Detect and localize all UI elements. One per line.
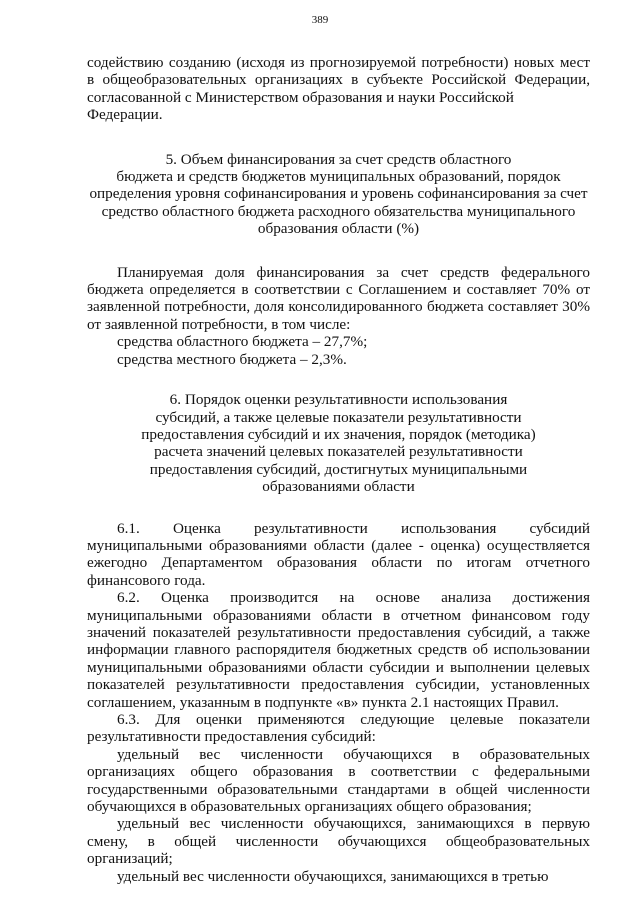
heading-line: предоставления субсидий, достигнутых муниципальными <box>149 460 528 478</box>
section-5-heading <box>87 151 590 238</box>
heading-line: бюджета и средств бюджетов муниципальных образований, порядок <box>116 168 561 186</box>
funding-item-regional: средства областного бюджета – 27,7%; <box>117 333 368 351</box>
heading-line: образованиями области <box>262 478 415 496</box>
funding-item-local: средства местного бюджета – 2,3%. <box>117 350 347 368</box>
heading-line: определения уровня софинансирования и уровень софинансирования за счет <box>89 185 588 203</box>
heading-line: расчета значений целевых показателей результативности <box>154 443 523 461</box>
indicator-item: удельный вес численности обучающихся, занимающихся в первую смену, в общей численности обучающихся общеобразовательных организаций; <box>87 815 590 868</box>
heading-line: предоставления субсидий и их значения, порядок (методика) <box>141 425 536 443</box>
clause-6-3: 6.3. Для оценки применяются следующие целевые показатели результативности предоставления субсидий: <box>87 711 590 746</box>
indicator-item: удельный вес численности обучающихся в образовательных организациях общего образования в соответствии с федеральными государственными образовательными стандартами в общей численности обучающихся в образовательных организациях общего образования; <box>87 745 590 816</box>
heading-line: субсидий, а также целевые показатели результативности <box>155 408 522 426</box>
funding-paragraph: Планируемая доля финансирования за счет средств федерального бюджета определяется в соответствии с Соглашением и составляет 70% от заявленной потребности, доля консолидированного бюджета составляет 30% от заявленной потребности, в том числе: <box>87 263 590 333</box>
section-6-heading <box>87 391 590 495</box>
clause-6-2: 6.2. Оценка производится на основе анализа достижения муниципальными образованиями области в отчетном финансовом году значений показателей результативности предоставления субсидий, а также информации главного распорядителя бюджетных средств об использовании муниципальными образованиями области субсидии и выполнении целевых показателей результативности предоставления субсидии, установленных соглашением, указанным в подпункте «в» пункта 2.1 настоящих Правил. <box>87 589 590 711</box>
heading-line: средство областного бюджета расходного обязательства муниципального <box>101 202 576 220</box>
intro-paragraph-end: Федерации. <box>87 106 163 124</box>
page-number: 389 <box>311 14 329 26</box>
document-body <box>87 54 590 885</box>
indicator-item: удельный вес численности обучающихся, занимающихся в третью <box>117 867 549 885</box>
clause-6-1: 6.1. Оценка результативности использования субсидий муниципальными образованиями области (далее - оценка) осуществляется ежегодно Департаментом образования области по итогам отчетного финансового года. <box>87 519 590 589</box>
intro-paragraph: содействию созданию (исходя из прогнозируемой потребности) новых мест в общеобразовательных организациях в субъекте Российской Федерации, согласованной с Министерством образования и науки Российской <box>87 54 590 106</box>
heading-line: 6. Порядок оценки результативности использования <box>169 391 508 409</box>
heading-line: образования области (%) <box>257 220 420 238</box>
heading-line: 5. Объем финансирования за счет средств областного <box>165 150 512 168</box>
